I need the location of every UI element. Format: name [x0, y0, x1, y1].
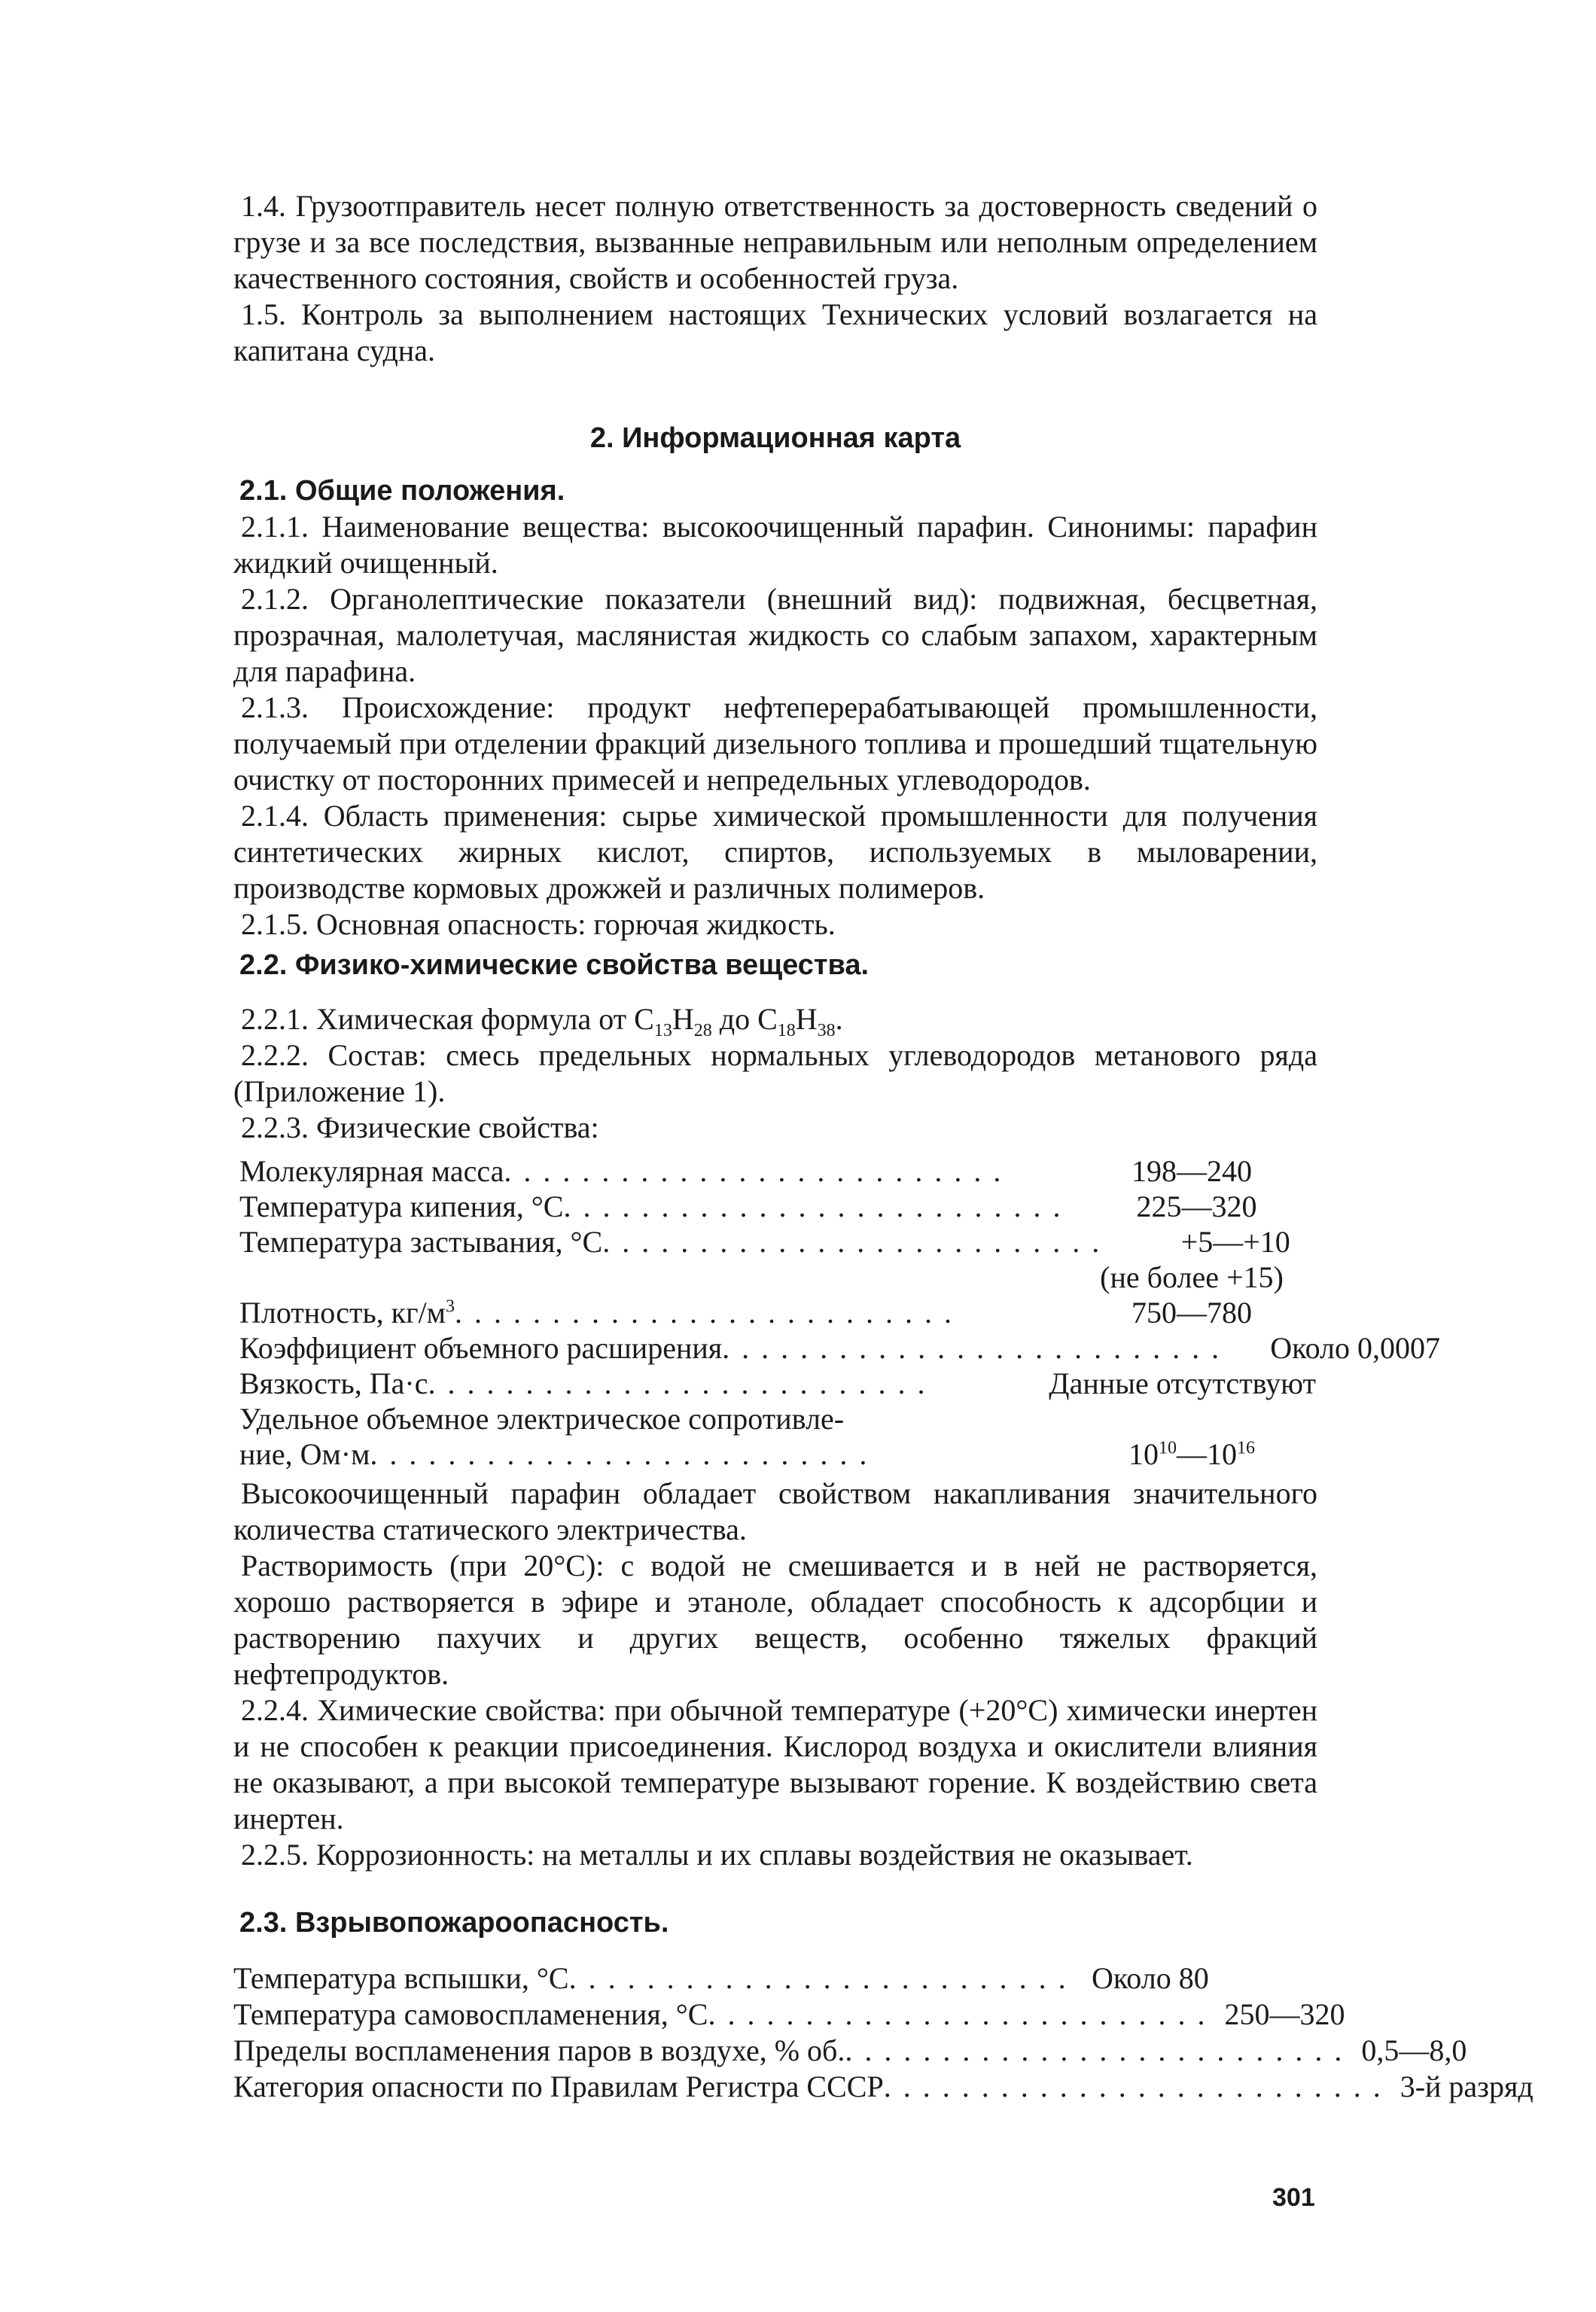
section-2-1-heading: 2.1. Общие положения.	[239, 475, 565, 507]
section-2-1-body	[233, 509, 1317, 943]
table-row: Температура кипения, °С .......................... 225—320	[239, 1190, 1257, 1223]
intro-block	[233, 188, 1317, 369]
section-2-2-continued	[233, 1476, 1317, 1873]
paragraph-2-2-1: 2.2.1. Химическая формула от $C_{13}H_{28}$ до $C_{18}H_{38}$.	[241, 1002, 843, 1040]
paragraph-2-2-5: 2.2.5. Коррозионность: на металлы и их сплавы воздействия не оказывает.	[241, 1838, 1193, 1872]
paragraph-2-2-2: 2.2.2. Состав: смесь предельных нормальных углеводородов метанового ряда (Приложение 1).	[233, 1038, 1317, 1108]
section-2-2-heading: 2.2. Физико-химические свойства вещества.	[239, 949, 870, 981]
paragraph-2-1-5: 2.1.5. Основная опасность: горючая жидкость.	[241, 907, 836, 941]
table-row: Температура вспышки, °С .......................... Около 80	[233, 1961, 1209, 1995]
page-number: 301	[1272, 2183, 1315, 2212]
paragraph-2-2-3: 2.2.3. Физические свойства:	[241, 1110, 599, 1144]
paragraph-2-2-4: 2.2.4. Химические свойства: при обычной температуре (+20°С) химически инертен и не способен к реакции присоединения. Кислород воздуха и окислители влияния не оказывают, а при высокой температуре вызывают горение. К воздействию света инертен.	[233, 1693, 1317, 1835]
section-2-3-heading: 2.3. Взрывопожароопасность.	[239, 1907, 669, 1939]
section-2-2-body	[233, 1001, 1317, 1146]
paragraph-2-1-1: 2.1.1. Наименование вещества: высокоочищенный парафин. Синонимы: парафин жидкий очищенный.	[233, 510, 1317, 580]
physical-properties-table	[239, 1153, 1441, 1472]
paragraph-solubility: Растворимость (при 20°С): с водой не смешивается и в ней не растворяется, хорошо растворяется в эфире и этаноле, обладает способность к адсорбции и растворению пахучих и других веществ, особенно тяжелых фракций нефтепродуктов.	[233, 1549, 1317, 1691]
table-row: Температура самовоспламенения, °С .......................... 250—320	[233, 1997, 1345, 2031]
table-row	[239, 1260, 1316, 1295]
table-row: Температура застывания, °С .......................... +5—+10	[239, 1225, 1290, 1259]
table-row: Плотность, $кг/м^3$ .......................... 750—780	[239, 1296, 1252, 1330]
paragraph-2-1-2: 2.1.2. Органолептические показатели (внешний вид): подвижная, бесцветная, прозрачная, малолетучая, маслянистая жидкость со слабым запахом, характерным для парафина.	[233, 582, 1317, 688]
paragraph-2-1-3: 2.1.3. Происхождение: продукт нефтеперерабатывающей промышленности, получаемый при отделении фракций дизельного топлива и прошедший тщательную очистку от посторонних примесей и непредельных углеводородов.	[233, 690, 1317, 797]
section-2-title: 2. Информационная карта	[589, 422, 961, 454]
table-row: Категория опасности по Правилам Регистра СССР .......................... 3-й разряд	[233, 2070, 1534, 2103]
paragraph-1-4: 1.4. Грузоотправитель несет полную ответственность за достоверность сведений о грузе и за все последствия, вызванные неправильным или неполным определением качественного состояния, свойств и особенностей груза.	[233, 189, 1317, 295]
table-row: Пределы воспламенения паров в воздухе, % об. .......................... 0,5—8,0	[233, 2033, 1467, 2067]
paragraph-2-1-4: 2.1.4. Область применения: сырье химической промышленности для получения синтетических жирных кислот, спиртов, используемых в мыловарении, производстве кормовых дрожжей и различных полимеров.	[233, 799, 1317, 905]
pour-point-note: (не более +15)	[1100, 1260, 1284, 1294]
table-row: Вязкость, Па·с .......................... Данные отсутствуют	[239, 1366, 1316, 1400]
table-row: Молекулярная масса .......................... 198—240	[239, 1154, 1252, 1188]
paragraph-1-5: 1.5. Контроль за выполнением настоящих Технических условий возлагается на капитана судна.	[233, 297, 1317, 367]
fire-hazard-table	[233, 1960, 1534, 2105]
paragraph-static-electricity: Высокоочищенный парафин обладает свойством накапливания значительного количества статического электричества.	[233, 1476, 1317, 1546]
table-row: ние, Ом·м .......................... $10^{10}—10^{16}$	[239, 1437, 1255, 1471]
table-row: Удельное объемное электрическое сопротивле-	[239, 1402, 845, 1436]
table-row: Коэффициент объемного расширения .......................... Около 0,0007	[239, 1331, 1441, 1365]
